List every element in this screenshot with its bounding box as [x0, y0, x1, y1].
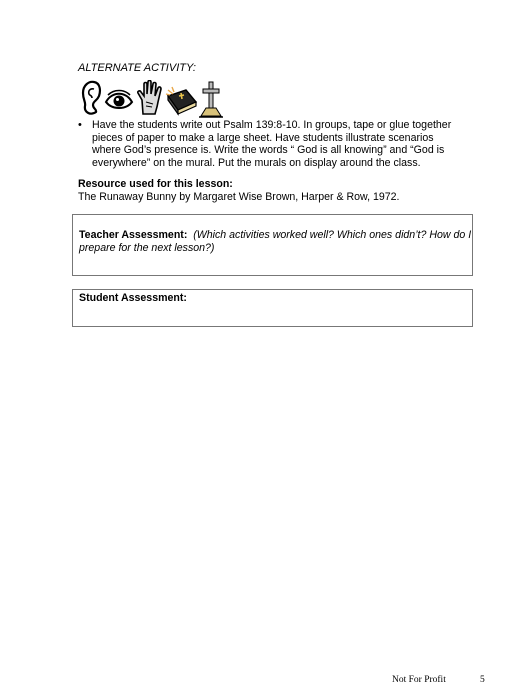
- student-assessment-box: [72, 289, 473, 327]
- hand-icon: [136, 80, 162, 116]
- cross-icon: [198, 80, 224, 118]
- footer-text: Not For Profit: [392, 675, 446, 685]
- alternate-activity-heading: ALTERNATE ACTIVITY:: [78, 62, 196, 74]
- bullet-marker: •: [78, 119, 82, 131]
- student-assessment-label: Student Assessment:: [79, 292, 187, 304]
- page-number: 5: [480, 675, 485, 685]
- teacher-assessment-box: [72, 214, 473, 276]
- senses-icon-strip: [78, 80, 228, 118]
- teacher-assessment-prompt: (Which activities worked well? Which ones didn’t? How do I prepare for the next lesson?): [79, 229, 472, 254]
- teacher-assessment-label: Teacher Assessment:: [79, 229, 188, 241]
- bible-icon: [164, 86, 198, 116]
- activity-bullet: [78, 119, 458, 169]
- activity-bullet-text: Have the students write out Psalm 139:8-10. In groups, tape or glue together pieces of paper to make a large sheet. Have students illustrate scenarios where God’s presence is. Write the words “ God is all knowing” and “God is everywhere” on the mural. Put the murals on display around the class.: [92, 119, 452, 169]
- resource-heading: Resource used for this lesson:: [78, 178, 233, 190]
- ear-icon: [80, 80, 102, 116]
- resource-citation: The Runaway Bunny by Margaret Wise Brown, Harper & Row, 1972.: [78, 191, 400, 203]
- eye-icon: [104, 88, 134, 114]
